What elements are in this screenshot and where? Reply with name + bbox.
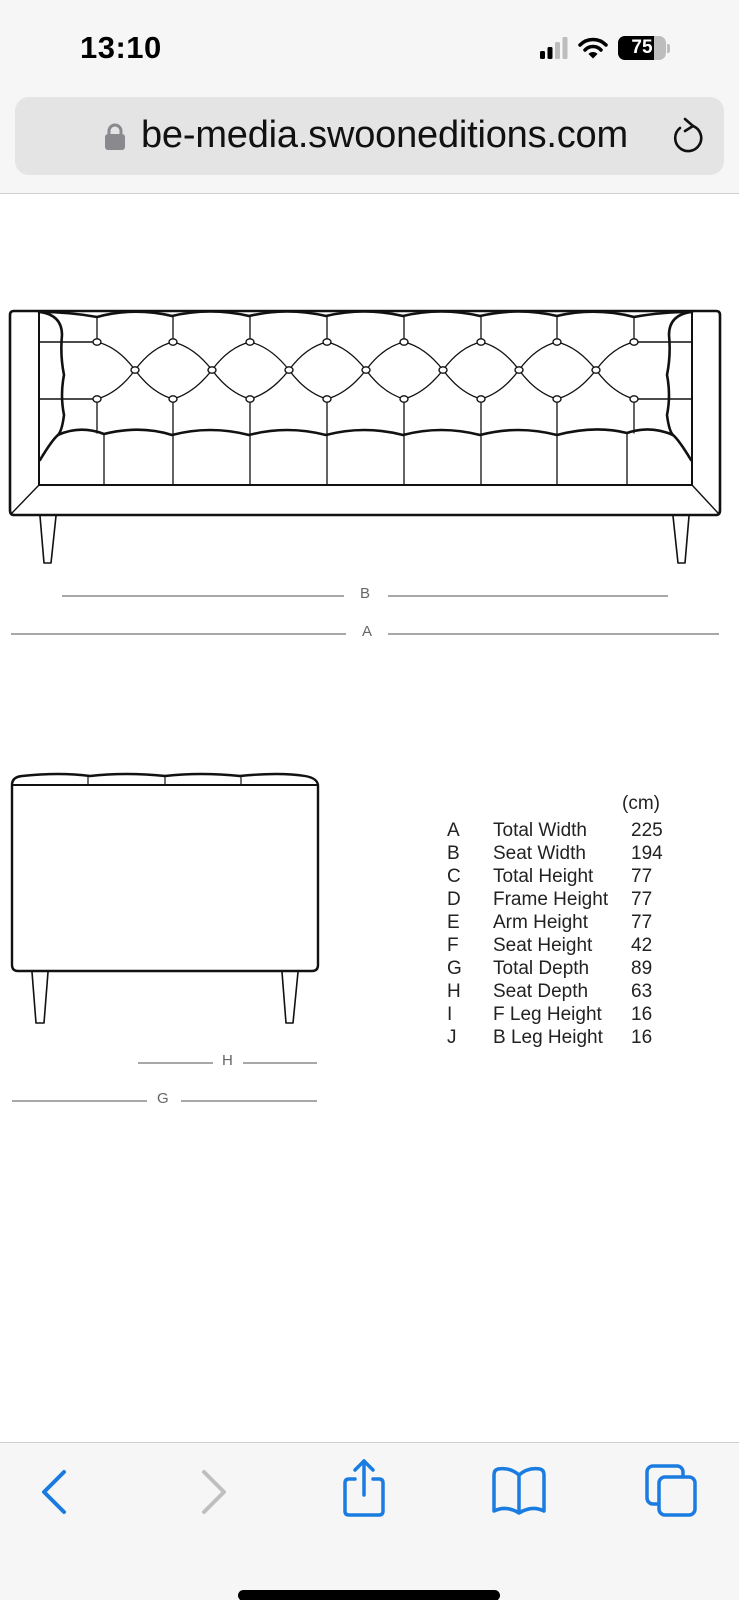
reload-icon[interactable] (671, 117, 705, 155)
table-row (447, 957, 671, 980)
spec-letter: F (447, 935, 459, 956)
status-bar (0, 0, 739, 96)
table-row (447, 980, 671, 1003)
tabs-icon[interactable] (644, 1463, 700, 1519)
spec-value: 63 (631, 981, 653, 1002)
dimension-a-line-right (388, 633, 719, 635)
back-icon[interactable] (36, 1467, 72, 1517)
spec-name: B Leg Height (493, 1027, 603, 1048)
spec-letter: D (447, 889, 461, 910)
forward-icon[interactable] (196, 1467, 232, 1517)
spec-letter: E (447, 912, 460, 933)
page-content (0, 195, 739, 1442)
wifi-icon (578, 37, 608, 59)
spec-letter: I (447, 1004, 453, 1025)
spec-value: 89 (631, 958, 653, 979)
spec-letter: A (447, 820, 460, 841)
sofa-front-view-drawing (0, 195, 739, 585)
spec-unit-label: (cm) (622, 793, 660, 814)
spec-name: Seat Depth (493, 981, 589, 1002)
table-row (447, 1003, 671, 1026)
dimension-a-line-left (11, 633, 346, 635)
bookmarks-icon[interactable] (490, 1465, 548, 1517)
address-bar[interactable] (15, 97, 724, 175)
status-time: 13:10 (80, 30, 162, 65)
table-row (447, 934, 671, 957)
spec-name: Total Depth (493, 958, 590, 979)
status-icons (540, 36, 670, 60)
spec-name: Total Width (493, 820, 587, 841)
spec-name: Seat Width (493, 843, 586, 864)
spec-value: 77 (631, 889, 653, 910)
spec-name: Seat Height (493, 935, 593, 956)
spec-value: 225 (631, 820, 663, 841)
spec-letter: B (447, 843, 460, 864)
spec-name: F Leg Height (493, 1004, 602, 1025)
spec-value: 16 (631, 1027, 653, 1048)
spec-table (447, 819, 671, 1049)
dimension-b-line-left (62, 595, 344, 597)
sofa-side-view-drawing (0, 765, 330, 1035)
spec-value: 42 (631, 935, 653, 956)
table-row (447, 1026, 671, 1049)
dimension-g-line-left (12, 1100, 147, 1102)
battery-indicator (618, 36, 670, 60)
battery-percent: 75 (631, 37, 653, 58)
browser-address-area (0, 96, 739, 194)
spec-letter: G (447, 958, 462, 979)
table-row (447, 888, 671, 911)
spec-letter: H (447, 981, 461, 1002)
lock-icon (105, 123, 125, 151)
dimension-g-line-right (181, 1100, 317, 1102)
spec-value: 194 (631, 843, 663, 864)
table-row (447, 819, 671, 842)
spec-value: 77 (631, 912, 653, 933)
table-row (447, 865, 671, 888)
spec-value: 16 (631, 1004, 653, 1025)
spec-value: 77 (631, 866, 653, 887)
table-row (447, 842, 671, 865)
cellular-signal-icon (540, 37, 568, 59)
dimension-h-line-right (243, 1062, 317, 1064)
browser-toolbar (0, 1442, 739, 1600)
spec-letter: J (447, 1027, 457, 1048)
spec-name: Total Height (493, 866, 594, 887)
dimension-b-line-right (388, 595, 668, 597)
url-text[interactable]: be-media.swooneditions.com (141, 114, 628, 156)
spec-letter: C (447, 866, 461, 887)
share-icon[interactable] (340, 1457, 388, 1519)
dimension-b-label: B (360, 585, 371, 602)
spec-name: Frame Height (493, 889, 609, 910)
dimension-h-label: H (222, 1052, 233, 1069)
dimension-a-label: A (362, 623, 373, 640)
dimension-g-label: G (157, 1090, 169, 1107)
home-indicator (238, 1590, 500, 1600)
spec-name: Arm Height (493, 912, 589, 933)
dimension-h-line-left (138, 1062, 213, 1064)
table-row (447, 911, 671, 934)
